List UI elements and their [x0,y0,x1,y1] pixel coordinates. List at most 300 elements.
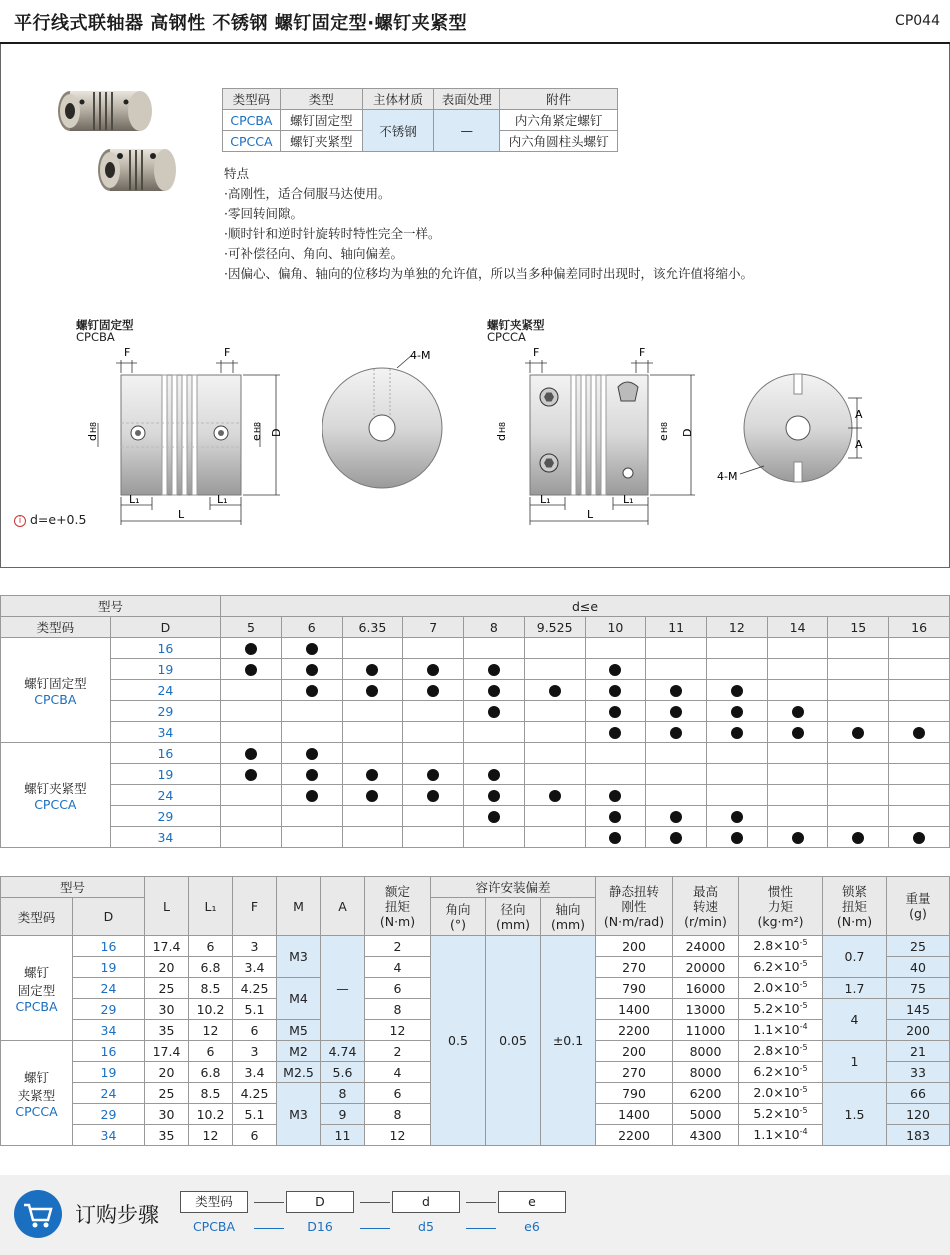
available-dot [366,664,378,676]
spec-cell: 2200 [596,1125,673,1146]
spec-cell: 11000 [673,1020,739,1041]
dim-a-top: A [855,408,863,421]
compat-cell [767,764,828,785]
spec-cell: 19 [73,957,145,978]
compat-group-name: 螺钉固定型 [24,675,87,691]
compat-cell [403,659,464,680]
material-cell: 不锈钢 [362,110,434,152]
inertia-exp: -4 [799,1127,808,1137]
compat-cell [585,701,646,722]
available-dot [245,748,257,760]
compat-header-de: d≤e [221,596,950,617]
spec-cell: 25 [145,978,189,999]
order-steps [0,1175,950,1255]
compat-cell [646,806,707,827]
compat-row [1,638,950,659]
compat-cell [828,764,889,785]
spec-cell: 6 [365,1083,431,1104]
available-dot [731,727,743,739]
spec-m: M2.5 [277,1062,321,1083]
order-example: e6 [524,1219,540,1234]
compat-cell [828,806,889,827]
available-dot [488,811,500,823]
spec-cell: 29 [73,1104,145,1125]
compat-header-type: 类型码 [1,617,111,638]
compat-cell [646,659,707,680]
compat-d-value: 9.525 [524,617,585,638]
compat-cell [342,701,403,722]
compat-group [1,743,111,848]
info-icon: i [14,515,26,527]
spec-cell: 34 [73,1020,145,1041]
spec-inertia [739,936,823,957]
compat-cell [646,638,707,659]
compat-cell [646,701,707,722]
spec-inertia [739,1020,823,1041]
available-dot [731,685,743,697]
compat-cell [646,785,707,806]
available-dot [609,811,621,823]
compat-d-value: 8 [464,617,525,638]
compat-cell [889,764,950,785]
spec-cell: 13000 [673,999,739,1020]
dim-4m-left: 4-M [410,349,431,362]
spec-cell: 34 [73,1125,145,1146]
spec-radial: 0.05 [486,936,541,1146]
inertia-base: 5.2×10 [753,1106,800,1122]
available-dot [427,790,439,802]
compat-cell [403,764,464,785]
spec-cell: 16000 [673,978,739,999]
spec-group-code: CPCCA [15,1103,58,1119]
spec-cell: 12 [365,1020,431,1041]
compat-row-d: 24 [110,680,220,701]
inertia-base: 6.2×10 [753,959,800,975]
order-example: CPCBA [192,1219,236,1234]
compat-cell [281,638,342,659]
inertia-base: 2.8×10 [753,1043,800,1059]
order-example: d5 [418,1219,434,1234]
compat-row-d: 16 [110,743,220,764]
available-dot [549,790,561,802]
inertia-base: 5.2×10 [753,1001,800,1017]
dim-h8-left: H8 [89,421,98,433]
spec-cell: 4 [365,1062,431,1083]
spec-cell: 4.25 [233,978,277,999]
spec-inertia [739,999,823,1020]
available-dot [792,706,804,718]
dim-l1-left: L₁ [129,493,140,506]
spec-cell: 12 [365,1125,431,1146]
spec-cell: 29 [73,999,145,1020]
spec-header-tolerance: 容许安装偏差 [431,877,596,898]
compat-cell [828,638,889,659]
available-dot [366,790,378,802]
dim-l-r: L [587,508,594,521]
inertia-exp: -4 [799,1022,808,1032]
compat-row [1,743,950,764]
spec-lock: 1.7 [823,978,887,999]
spec-cell: 10.2 [189,1104,233,1125]
available-dot [488,706,500,718]
available-dot [306,664,318,676]
feature-item: ·因偏心、偏角、轴向的位移均为单独的允许值，所以当多种偏差同时出现时，该允许值将缩小。 [224,266,753,281]
type-table [222,88,618,152]
compat-cell [707,764,768,785]
compat-cell [221,659,282,680]
available-dot [731,706,743,718]
compat-cell [828,743,889,764]
compat-table [0,595,950,848]
spec-lock: 1.5 [823,1083,887,1146]
dim-f-right: F [224,346,231,359]
spec-cell: 9 [321,1104,365,1125]
spec-header-d: D [73,898,145,936]
spec-cell: 75 [887,978,950,999]
spec-cell: 8000 [673,1041,739,1062]
compat-cell [221,827,282,848]
compat-cell [221,638,282,659]
compat-cell [281,701,342,722]
spec-lock: 1 [823,1041,887,1083]
compat-row-d: 34 [110,827,220,848]
compat-cell [403,680,464,701]
available-dot [488,769,500,781]
drawing-left-code: CPCBA [76,330,115,344]
available-dot [306,769,318,781]
inertia-base: 1.1×10 [753,1022,800,1038]
compat-cell [221,785,282,806]
spec-cell: 20 [145,957,189,978]
available-dot [245,643,257,655]
spec-cell: 5.1 [233,999,277,1020]
spec-header-model: 型号 [1,877,145,898]
compat-cell [403,701,464,722]
spec-cell: 8000 [673,1062,739,1083]
surface-cell: — [434,110,500,152]
spec-group [1,936,73,1041]
available-dot [913,727,925,739]
compat-d-value: 12 [707,617,768,638]
spec-cell: 35 [145,1125,189,1146]
compat-cell [707,722,768,743]
compat-cell [281,743,342,764]
spec-inertia [739,1083,823,1104]
compat-cell [585,680,646,701]
compat-row-d: 29 [110,701,220,722]
compat-cell [889,806,950,827]
compat-cell [281,764,342,785]
order-title: 订购步骤 [75,1203,159,1227]
spec-cell: 8 [365,999,431,1020]
spec-cell: 183 [887,1125,950,1146]
available-dot [427,664,439,676]
order-field[interactable]: D [286,1191,354,1213]
compat-cell [585,785,646,806]
compat-cell [221,701,282,722]
compat-row [1,785,950,806]
features-title: 特点 [224,166,250,181]
spec-cell: 12 [189,1125,233,1146]
compat-cell [524,827,585,848]
available-dot [306,685,318,697]
compat-cell [767,785,828,806]
order-field[interactable]: e [498,1191,566,1213]
spec-cell: 12 [189,1020,233,1041]
available-dot [792,832,804,844]
spec-cell: 270 [596,957,673,978]
dim-l1-left-r: L₁ [540,493,551,506]
product-photo [48,84,178,204]
compat-row [1,827,950,848]
available-dot [913,832,925,844]
compat-group-code: CPCCA [34,796,77,812]
compat-cell [464,743,525,764]
compat-header-model: 型号 [1,596,221,617]
cpcca-side-view [495,345,705,530]
compat-cell [585,659,646,680]
order-field[interactable]: d [392,1191,460,1213]
compat-cell [464,722,525,743]
spec-cell: 24000 [673,936,739,957]
dim-e-r: e [657,434,670,441]
dim-f-right-r: F [639,346,646,359]
order-field[interactable]: 类型码 [180,1191,248,1213]
compat-cell [707,827,768,848]
drawing-right-code: CPCCA [487,330,526,344]
spec-cell: 270 [596,1062,673,1083]
dim-l1-right-r: L₁ [623,493,634,506]
compat-cell [221,806,282,827]
compat-d-value: 10 [585,617,646,638]
compat-cell [889,827,950,848]
spec-table [0,876,950,1146]
compat-cell [403,743,464,764]
compat-cell [464,827,525,848]
spec-cell: 24 [73,1083,145,1104]
spec-cell: 16 [73,1041,145,1062]
note [14,512,86,527]
compat-cell [707,785,768,806]
dim-e: e [250,434,263,441]
compat-cell [585,722,646,743]
coupling-photo-1 [58,91,152,131]
spec-cell: 3 [233,936,277,957]
compat-cell [464,659,525,680]
spec-cell: 4 [365,957,431,978]
spec-cell: 5.1 [233,1104,277,1125]
available-dot [609,832,621,844]
compat-cell [585,806,646,827]
compat-cell [707,638,768,659]
available-dot [609,685,621,697]
spec-cell: 6 [233,1020,277,1041]
compat-cell [524,638,585,659]
available-dot [306,748,318,760]
compat-row-d: 24 [110,785,220,806]
compat-row-d: 19 [110,764,220,785]
compat-cell [342,785,403,806]
compat-cell [524,806,585,827]
available-dot [670,706,682,718]
spec-cell: 8.5 [189,978,233,999]
spec-axial: ±0.1 [541,936,596,1146]
spec-cell: 30 [145,1104,189,1125]
spec-header-angle: 角向 (°) [431,898,486,936]
available-dot [852,727,864,739]
spec-m: M3 [277,1083,321,1146]
compat-cell [403,722,464,743]
compat-cell [889,680,950,701]
compat-cell [646,827,707,848]
compat-cell [464,680,525,701]
spec-cell: 120 [887,1104,950,1125]
order-connector [466,1202,496,1203]
compat-cell [221,680,282,701]
compat-cell [767,638,828,659]
compat-cell [524,785,585,806]
inertia-exp: -5 [799,938,808,948]
inertia-base: 1.1×10 [753,1127,800,1143]
inertia-exp: -5 [799,1043,808,1053]
spec-m: M2 [277,1041,321,1062]
available-dot [306,643,318,655]
compat-cell [828,659,889,680]
type-code-cpcca[interactable]: CPCCA [223,131,281,152]
spec-cell: 4.25 [233,1083,277,1104]
spec-group [1,1041,73,1146]
spec-inertia [739,957,823,978]
accessory-cpcca: 内六角圆柱头螺钉 [500,131,618,152]
spec-inertia [739,1062,823,1083]
available-dot [670,811,682,823]
cpcba-side-view [80,345,300,530]
dim-l1-right: L₁ [217,493,228,506]
available-dot [549,685,561,697]
spec-header-m: M [277,877,321,936]
available-dot [670,685,682,697]
spec-cell: 21 [887,1041,950,1062]
compat-cell [342,806,403,827]
available-dot [609,664,621,676]
available-dot [366,685,378,697]
compat-cell [828,722,889,743]
inertia-exp: -5 [799,1106,808,1116]
compat-cell [767,680,828,701]
compat-cell [221,722,282,743]
type-table-header-type: 类型 [280,89,362,110]
spec-header-weight: 重量 (g) [887,877,950,936]
spec-cell: 4300 [673,1125,739,1146]
compat-cell [707,806,768,827]
compat-cell [828,680,889,701]
spec-cell: 2 [365,1041,431,1062]
spec-cell: 19 [73,1062,145,1083]
compat-cell [707,659,768,680]
feature-item: ·高刚性，适合伺服马达使用。 [224,186,391,201]
available-dot [670,832,682,844]
compat-cell [707,680,768,701]
compat-cell [281,680,342,701]
compat-cell [342,827,403,848]
available-dot [609,727,621,739]
spec-inertia [739,1125,823,1146]
spec-group-name: 螺钉 固定型 [17,964,56,998]
spec-cell: 16 [73,936,145,957]
spec-cell: 6 [189,936,233,957]
dim-f-left: F [124,346,131,359]
spec-cell: 17.4 [145,936,189,957]
compat-cell [524,701,585,722]
compat-cell [767,722,828,743]
compat-group [1,638,111,743]
drawing-left-title: 螺钉固定型 [76,318,134,332]
compat-cell [403,806,464,827]
type-name-cpcca: 螺钉夹紧型 [280,131,362,152]
spec-cell: 3 [233,1041,277,1062]
compat-group-code: CPCBA [34,691,77,707]
spec-cell: 6.8 [189,1062,233,1083]
compat-cell [889,722,950,743]
order-connector [466,1228,496,1229]
spec-cell: 790 [596,1083,673,1104]
dim-d-r: d [495,434,508,441]
compat-cell [585,638,646,659]
compat-row [1,764,950,785]
inertia-base: 6.2×10 [753,1064,800,1080]
accessory-cpcba: 内六角紧定螺钉 [500,110,618,131]
order-connector [360,1228,390,1229]
spec-angle: 0.5 [431,936,486,1146]
available-dot [670,727,682,739]
spec-cell: 20000 [673,957,739,978]
spec-cell: 6.8 [189,957,233,978]
compat-cell [707,743,768,764]
feature-item: ·顺时针和逆时针旋转时特性完全一样。 [224,226,441,241]
spec-cell: 790 [596,978,673,999]
spec-inertia [739,978,823,999]
inertia-base: 2.0×10 [753,1085,800,1101]
spec-header-l: L [145,877,189,936]
type-code-cpcba[interactable]: CPCBA [223,110,281,131]
spec-cell: 6 [233,1125,277,1146]
dim-d: d [86,434,99,441]
compat-cell [524,764,585,785]
spec-cell: 3.4 [233,1062,277,1083]
compat-cell [281,659,342,680]
header [0,0,950,44]
spec-cell: 35 [145,1020,189,1041]
spec-cell: 10.2 [189,999,233,1020]
dim-a-bottom: A [855,438,863,451]
inertia-exp: -5 [799,980,808,990]
compat-cell [403,785,464,806]
compat-cell [342,764,403,785]
spec-cell: 25 [887,936,950,957]
spec-header-inertia: 惯性 力矩 (kg·m²) [739,877,823,936]
type-table-header-material: 主体材质 [362,89,434,110]
spec-cell: 200 [596,936,673,957]
compat-cell [889,743,950,764]
dim-d-big-r: D [681,428,694,437]
compat-cell [524,680,585,701]
dim-h8-right-r: H8 [660,421,669,433]
spec-cell: 40 [887,957,950,978]
compat-cell [889,638,950,659]
order-connector [254,1228,284,1229]
available-dot [792,727,804,739]
spec-m: M5 [277,1020,321,1041]
